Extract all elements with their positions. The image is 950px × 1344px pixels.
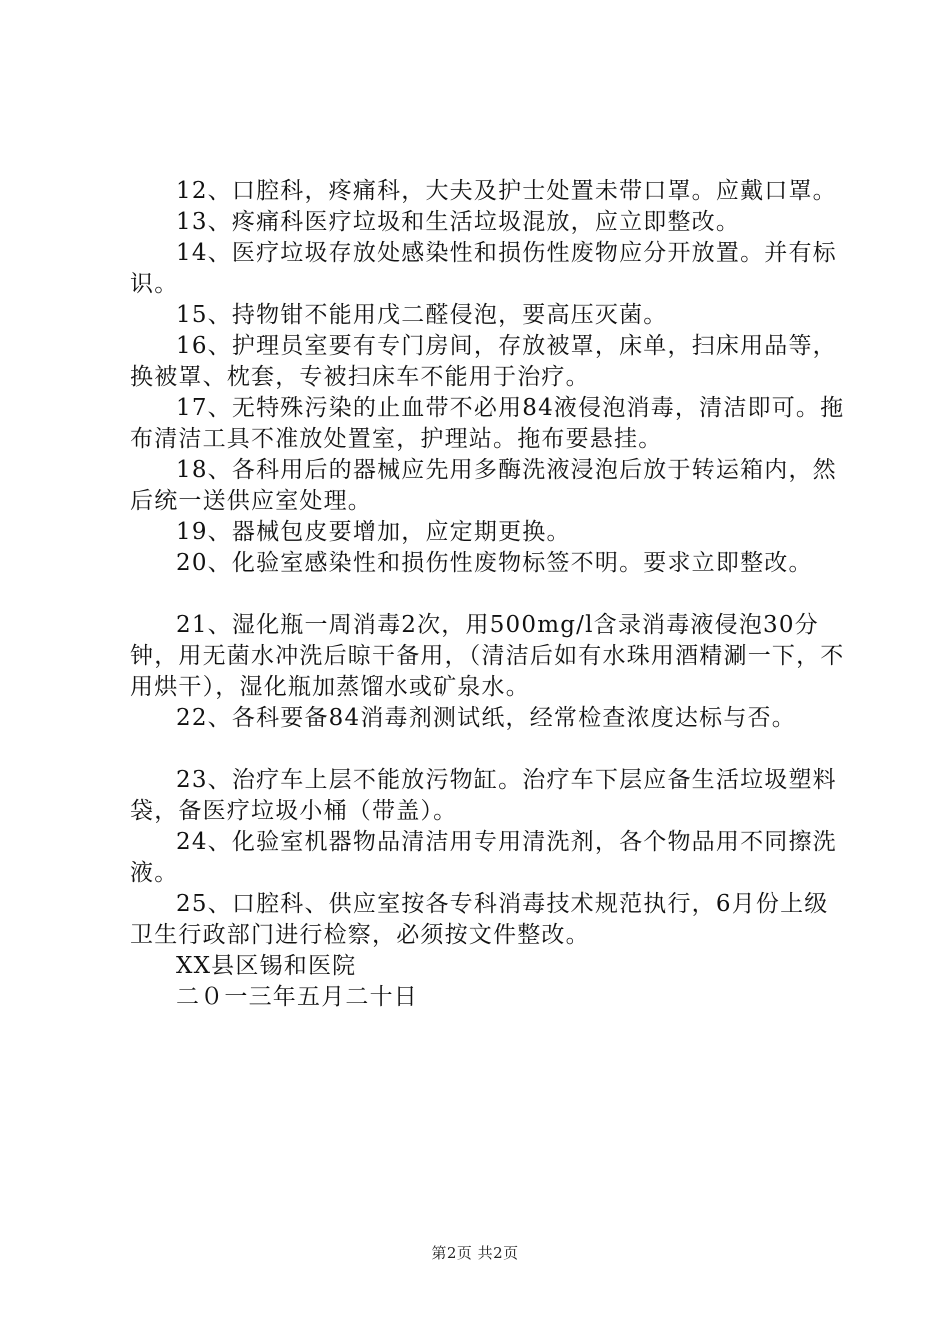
item-21: 21、湿化瓶一周消毒2次，用500mg/l含录消毒液侵泡30分钟，用无菌水冲洗后晾干备用，（清洁后如有水珠用酒精涮一下，不用烘干），湿化瓶加蒸馏水或矿泉水。 bbox=[130, 612, 845, 700]
item-22: 22、各科要备84消毒剂测试纸，经常检查浓度达标与否。 bbox=[176, 705, 796, 731]
item-13: 13、疼痛科医疗垃圾和生活垃圾混放，应立即整改。 bbox=[176, 209, 741, 235]
item-25: 25、口腔科、供应室按各专科消毒技术规范执行，6月份上级卫生行政部门进行检察，必须按文件整改。 bbox=[130, 891, 829, 948]
item-15: 15、持物钳不能用戊二醛侵泡，要高压灭菌。 bbox=[176, 302, 668, 328]
item-23: 23、治疗车上层不能放污物缸。治疗车下层应备生活垃圾塑料袋，备医疗垃圾小桶（带盖）。 bbox=[130, 767, 837, 824]
signature-org: XX县区锡和医院 bbox=[176, 953, 357, 979]
blank-line bbox=[130, 734, 850, 765]
item-12: 12、口腔科，疼痛科，大夫及护士处置未带口罩。应戴口罩。 bbox=[176, 178, 837, 204]
item-16: 16、护理员室要有专门房间，存放被罩，床单，扫床用品等，换被罩、枕套，专被扫床车不能用于治疗。 bbox=[130, 333, 837, 390]
blank-line bbox=[130, 579, 850, 610]
page-footer: 第2页 共2页 bbox=[431, 1244, 519, 1262]
item-24: 24、化验室机器物品清洁用专用清洗剂，各个物品用不同擦洗液。 bbox=[130, 829, 837, 886]
item-19: 19、器械包皮要增加，应定期更换。 bbox=[176, 519, 571, 545]
document-body bbox=[130, 176, 850, 1013]
item-20: 20、化验室感染性和损伤性废物标签不明。要求立即整改。 bbox=[176, 550, 813, 576]
item-14: 14、医疗垃圾存放处感染性和损伤性废物应分开放置。并有标识。 bbox=[130, 240, 837, 297]
item-18: 18、各科用后的器械应先用多酶洗液浸泡后放于转运箱内，然后统一送供应室处理。 bbox=[130, 457, 837, 514]
item-17: 17、无特殊污染的止血带不必用84液侵泡消毒，清洁即可。拖布清洁工具不准放处置室，护理站。拖布要悬挂。 bbox=[130, 395, 845, 452]
signature-date: 二０一三年五月二十日 bbox=[176, 984, 418, 1010]
